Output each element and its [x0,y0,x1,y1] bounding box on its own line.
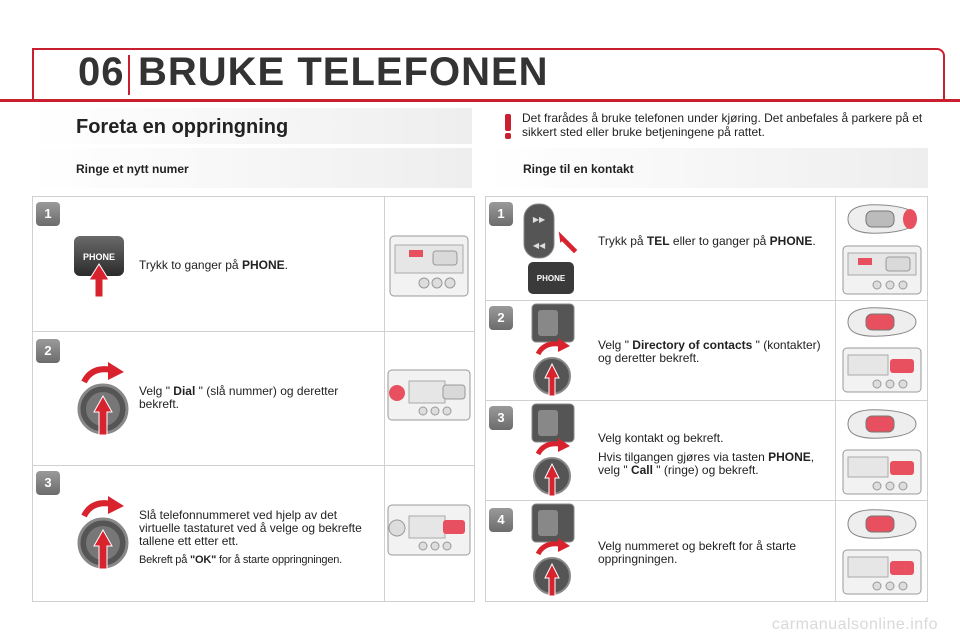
right-step-3-text: Velg kontakt og bekreft. Hvis tilgangen gjøres via tasten PHONE, velg " Call " (ringe) og bekreft. [598,431,815,477]
radio-panel-dial-icon [842,549,922,595]
left-step-2-text: Velg " Dial " (slå nummer) og deretter bekreft. [139,384,339,411]
warning-icon [496,112,520,140]
thumbwheel-dial-icon [530,502,576,598]
thumbwheel-select-icon [530,402,576,498]
steering-wheel-button-icon [842,302,922,342]
section-title-band [32,108,472,144]
right-row-divider-3 [485,500,928,501]
left-step-1-number: 1 [36,202,60,226]
radio-panel-tel-icon [842,245,922,295]
header-rule [0,99,960,102]
chapter-number: 06 [78,50,125,94]
left-panel-divider [384,196,385,602]
thumbwheel-confirm-icon [530,302,576,398]
right-row-divider-2 [485,400,928,401]
left-step-3-text: Slå telefonnummeret ved hjelp av det virtuelle tastaturet ved å velge og bekrefte tallene ett etter ett. Bekreft på "OK" for å starte oppringningen. [139,508,362,566]
right-step-4-text: Velg nummeret og bekreft for å starte oppringningen. [598,539,797,566]
rotary-knob-select-icon [72,496,134,570]
right-panel-divider [835,196,836,602]
steering-wheel-dial-icon [842,504,922,544]
radio-panel-keypad-icon [387,504,471,556]
right-step-2-text: Velg " Directory of contacts " (kontakter) og deretter bekreft. [598,338,821,365]
radio-panel-knob-icon [387,369,471,421]
left-row-divider-2 [32,465,475,466]
radio-panel-confirm-icon [842,347,922,393]
left-step-1-text: Trykk to ganger på PHONE. [139,258,288,272]
right-step-1-number: 1 [489,202,513,226]
right-row-divider-1 [485,300,928,301]
right-step-4-number: 4 [489,508,513,532]
radio-panel-select-icon [842,449,922,495]
steering-control-tel-icon [522,200,584,296]
radio-panel-phone-icon [389,235,469,297]
chapter-separator [128,55,130,95]
right-step-2-number: 2 [489,306,513,330]
footer-watermark: carmanualsonline.info [771,616,938,633]
left-row-divider-1 [32,331,475,332]
phone-key-label-right: PHONE [536,274,566,283]
phone-key-label: PHONE [82,252,116,262]
left-subheading-band [32,148,472,188]
right-subheading-band [485,148,928,188]
left-step-3-number: 3 [36,471,60,495]
right-step-1-text: Trykk på TEL eller to ganger på PHONE. [598,234,816,248]
phone-key-icon [72,234,126,298]
steering-wheel-select-icon [842,404,922,444]
left-subheading: Ringe et nytt numer [76,162,189,176]
svg-text:▶▶: ▶▶ [532,215,546,224]
right-subheading: Ringe til en kontakt [523,162,634,176]
right-step-3-number: 3 [489,406,513,430]
svg-text:◀◀: ◀◀ [532,241,546,250]
rotary-knob-confirm-icon [72,362,134,436]
steering-stalk-icon [842,199,922,239]
section-title: Foreta en oppringning [76,116,289,138]
left-step-2-number: 2 [36,339,60,363]
warning-text: Det frarådes å bruke telefonen under kjøring. Det anbefales å parkere på et sikkert sted eller bruke betjeningene på rattet. [522,111,923,139]
page-title: BRUKE TELEFONEN [138,50,549,94]
